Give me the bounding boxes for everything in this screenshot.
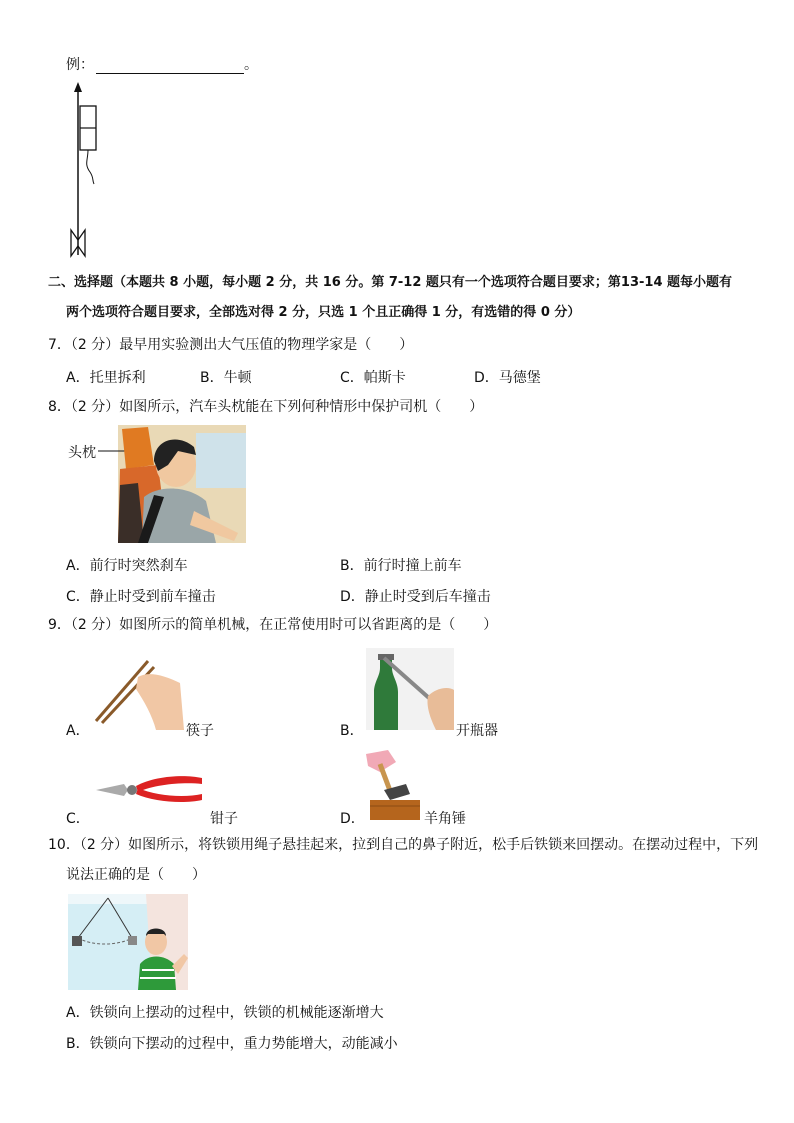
- pendulum-lock-figure: [68, 894, 188, 990]
- q7-stem: 7．（2 分）最早用实验测出大气压值的物理学家是（ ）: [48, 337, 414, 353]
- pliers-handle-top: [136, 776, 202, 792]
- q10-option-a[interactable]: A．铁锁向上摆动的过程中，铁锁的机械能逐渐增大: [66, 1005, 384, 1021]
- q8-option-d[interactable]: D．静止时受到后车撞击: [340, 589, 491, 605]
- q8-stem: 8．（2 分）如图所示，汽车头枕能在下列何种情形中保护司机（ ）: [48, 399, 484, 415]
- section-heading-line-1: 二、选择题（本题共 8 小题，每小题 2 分，共 16 分。第 7-12 题只有一个选项符合题目要求；第13-14 题每小题有: [48, 275, 733, 290]
- q8-option-b[interactable]: B．前行时撞上前车: [340, 558, 462, 574]
- q9-option-c-letter[interactable]: C．: [66, 811, 90, 827]
- driver-headrest-figure: [98, 425, 248, 545]
- answer-blank: [96, 59, 244, 74]
- q8-option-c[interactable]: C．静止时受到前车撞击: [66, 589, 216, 605]
- headrest-label: 头枕: [68, 445, 96, 461]
- q7-option-c[interactable]: C．帕斯卡: [340, 370, 406, 386]
- example-line: [66, 56, 258, 74]
- q9-option-a-letter[interactable]: A．: [66, 723, 90, 739]
- arrow-figure: [62, 80, 112, 265]
- q10-stem-line-2: 说法正确的是（ ）: [66, 867, 206, 883]
- iron-lock-left: [72, 936, 82, 946]
- q8-option-a[interactable]: A．前行时突然刹车: [66, 558, 188, 574]
- q9-option-a-name: 筷子: [186, 723, 214, 739]
- iron-lock-right: [128, 936, 137, 945]
- q10-option-b[interactable]: B．铁锁向下摆动的过程中，重力势能增大，动能减小: [66, 1036, 398, 1052]
- hand: [136, 674, 184, 730]
- man-shirt: [138, 957, 176, 991]
- pliers-handle-bottom: [136, 788, 202, 802]
- q7-option-a[interactable]: A．托里拆利: [66, 370, 146, 386]
- example-suffix: 。: [244, 57, 258, 73]
- q10-stem-line-1: 10．（2 分）如图所示，将铁锁用绳子悬挂起来，拉到自己的鼻子附近，松手后铁锁来回摆动。在摆动过程中，下列: [48, 837, 759, 853]
- q7-option-b[interactable]: B．牛顿: [200, 370, 252, 386]
- example-prefix: 例：: [66, 57, 94, 73]
- bottle-opener-figure: [366, 648, 454, 730]
- q9-option-d-name: 羊角锤: [424, 811, 466, 827]
- q9-option-b-name: 开瓶器: [456, 723, 498, 739]
- q9-option-b-letter[interactable]: B．: [340, 723, 364, 739]
- pliers-figure: [94, 772, 206, 808]
- q9-option-d-letter[interactable]: D．: [340, 811, 365, 827]
- q9-option-c-name: 钳子: [210, 811, 238, 827]
- q7-option-d[interactable]: D．马德堡: [474, 370, 541, 386]
- claw-hammer-figure: [366, 750, 422, 820]
- q9-stem: 9．（2 分）如图所示的简单机械，在正常使用时可以省距离的是（ ）: [48, 617, 498, 633]
- wood-block: [370, 800, 420, 820]
- section-heading-line-2: 两个选项符合题目要求，全部选对得 2 分，只选 1 个且正确得 1 分，有选错的得 0 分）: [66, 305, 581, 320]
- chopsticks-figure: [92, 655, 184, 730]
